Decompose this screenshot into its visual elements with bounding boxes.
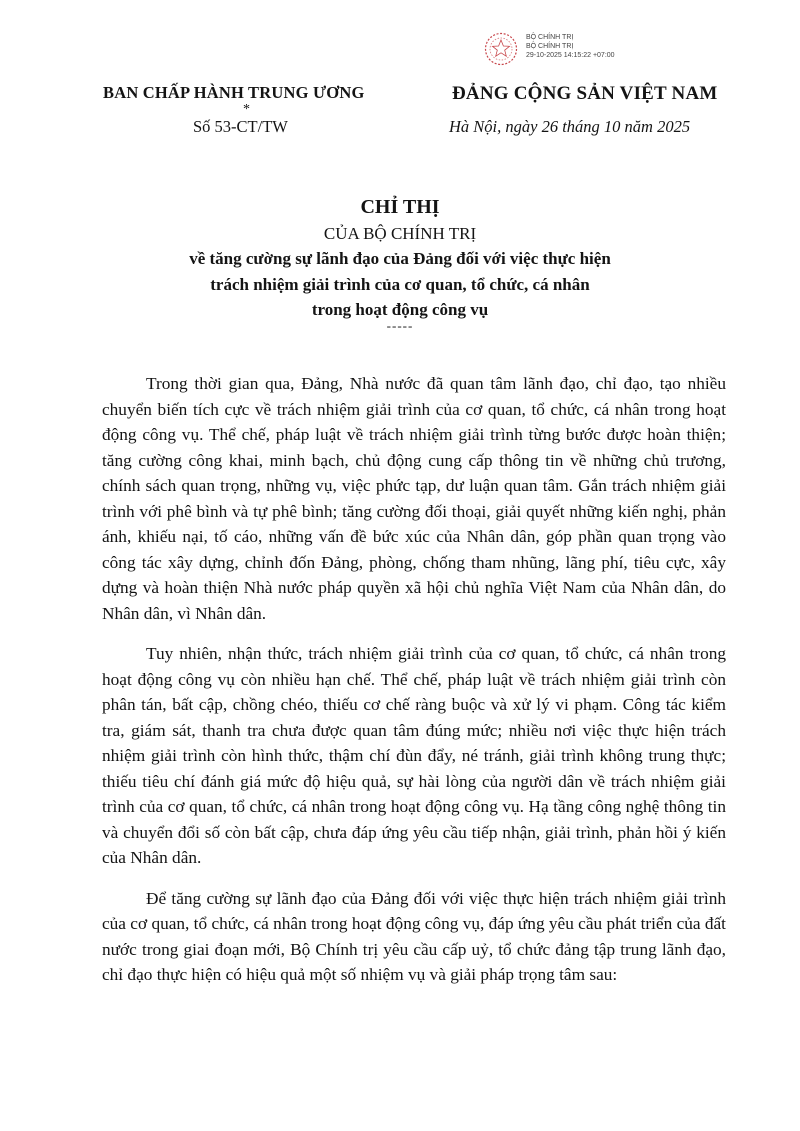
stamp-line-2: BỘ CHÍNH TRỊ [526,43,574,50]
subject-line: về tăng cường sự lãnh đạo của Đảng đối với việc thực hiện [189,249,611,268]
subject-line: trách nhiệm giải trình của cơ quan, tổ chức, cá nhân [210,274,590,294]
document-type-title: CHỈ THỊ [360,196,440,218]
header-star: * [243,102,250,117]
document-issuer: CỦA BỘ CHÍNH TRỊ [323,224,477,243]
stamp-timestamp: 29-10-2025 14:15:22 +07:00 [526,52,615,59]
document-subject [0,246,800,323]
issuing-body: BAN CHẤP HÀNH TRUNG ƯƠNG [103,83,365,102]
digital-signature-stamp [484,30,714,70]
document-body [102,371,726,1003]
body-paragraph: Trong thời gian qua, Đảng, Nhà nước đã quan tâm lãnh đạo, chỉ đạo, tạo nhiều chuyển biến tích cực về trách nhiệm giải trình của cơ quan, tổ chức, cá nhân trong hoạt động công vụ. Thể chế, pháp luật về trách nhiệm giải trình từng bước được hoàn thiện; tăng cường công khai, minh bạch, chủ động cung cấp thông tin về những chủ trương, chính sách quan trọng, những vụ, việc phức tạp, dư luận quan tâm. Gắn trách nhiệm giải trình với phê bình và tự phê bình; tăng cường đối thoại, giải quyết những kiến nghị, phản ánh, khiếu nại, tố cáo, những vấn đề bức xúc của Nhân dân, góp phần quan trọng vào công tác xây dựng, chỉnh đốn Đảng, phòng, chống tham nhũng, lãng phí, tiêu cực, xây dựng và hoàn thiện Nhà nước pháp quyền xã hội chủ nghĩa Việt Nam của Nhân dân, do Nhân dân, vì Nhân dân. [102,374,726,623]
body-paragraph: Để tăng cường sự lãnh đạo của Đảng đối với việc thực hiện trách nhiệm giải trình của cơ quan, tổ chức, cá nhân trong hoạt động công vụ, đáp ứng yêu cầu phát triển của đất nước trong giai đoạn mới, Bộ Chính trị yêu cầu cấp uỷ, tổ chức đảng tập trung lãnh đạo, chỉ đạo thực hiện có hiệu quả một số nhiệm vụ và giải pháp trọng tâm sau: [102,888,726,984]
title-divider: ----- [386,318,414,333]
body-paragraph: Tuy nhiên, nhận thức, trách nhiệm giải trình của cơ quan, tổ chức, cá nhân trong hoạt động công vụ còn nhiều hạn chế. Thể chế, pháp luật về trách nhiệm giải trình còn phân tán, bất cập, chồng chéo, thiếu cơ chế ràng buộc và xử lý vi phạm. Công tác kiểm tra, giám sát, thanh tra chưa được quan tâm đúng mức; nhiều nơi việc thực hiện trách nhiệm giải trình còn hình thức, thậm chí đùn đẩy, né tránh, giải trình không trung thực; thiếu tiêu chí đánh giá mức độ hiệu quả, sự hài lòng của người dân về trách nhiệm giải trình của cơ quan, tổ chức, cá nhân trong hoạt động công vụ. Hạ tầng công nghệ thông tin và chuyển đổi số còn bất cập, chưa đáp ứng yêu cầu tiếp nhận, giải trình, phản hồi ý kiến của Nhân dân. [102,644,726,867]
document-number: Số 53-CT/TW [193,117,288,136]
subject-line: trong hoạt động công vụ [311,300,489,319]
party-name: ĐẢNG CỘNG SẢN VIỆT NAM [452,83,718,104]
party-seal-icon [484,32,518,66]
stamp-line-1: BỘ CHÍNH TRỊ [526,34,574,41]
place-and-date: Hà Nội, ngày 26 tháng 10 năm 2025 [449,117,691,136]
